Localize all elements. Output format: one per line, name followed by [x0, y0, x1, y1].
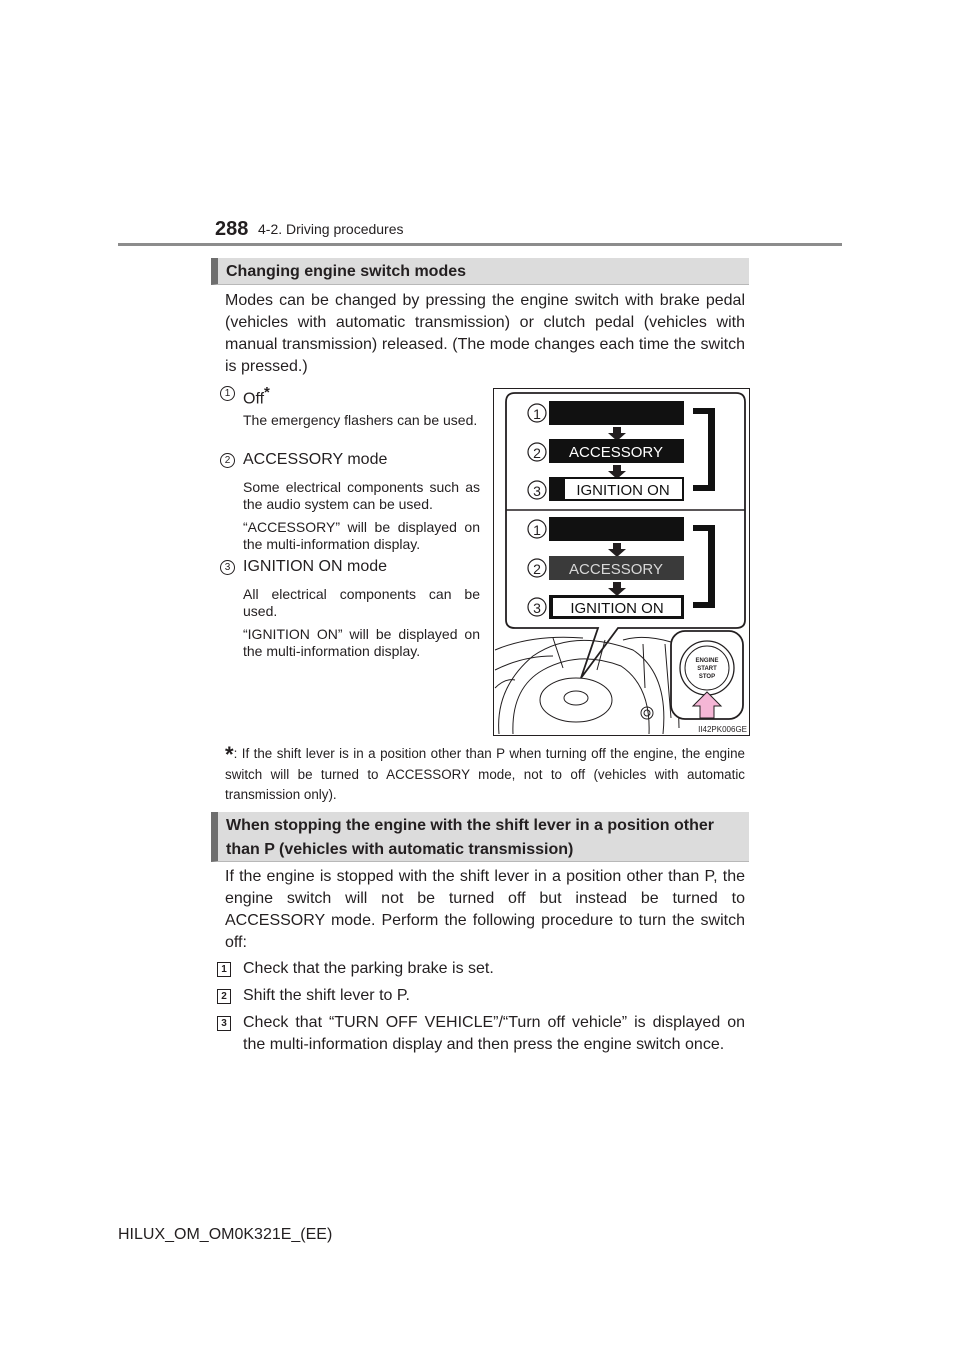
- diagram-label-3-bottom: 3: [533, 600, 541, 616]
- item-title-accessory: ACCESSORY mode: [243, 451, 388, 468]
- item-desc-ignition-1: All electrical components can be used.: [243, 586, 480, 619]
- engine-switch-mode-illustration: [493, 388, 750, 736]
- diagram-label-1-bottom: 1: [533, 522, 541, 538]
- display-off-bottom: [549, 517, 684, 541]
- footnote: [225, 744, 745, 805]
- page-number: 288: [215, 218, 249, 240]
- button-label-engine: ENGINE: [695, 658, 719, 664]
- illustration-code: II42PK006GE: [698, 725, 747, 734]
- footnote-text: : If the shift lever is in a position other than P when turning off the engine, the engine switch will be turned to ACCESSORY mode, not to off (vehicles with automatic transmission only).: [225, 746, 745, 802]
- section-heading-stopping-engine: When stopping the engine with the shift lever in a position other than P (vehicles with automatic transmission): [211, 812, 749, 862]
- step-text-2: Shift the shift lever to P.: [243, 987, 410, 1004]
- display-off-top: [549, 401, 684, 425]
- item-desc-accessory-1: Some electrical components such as the audio system can be used.: [243, 479, 480, 512]
- diagram-label-3-top: 3: [533, 483, 541, 499]
- section-title: 4-2. Driving procedures: [258, 221, 404, 237]
- step-number-1: 1: [217, 962, 231, 977]
- step-number-2: 2: [217, 989, 231, 1004]
- procedure-intro: If the engine is stopped with the shift lever in a position other than P, the engine switch will not be turned off but instead be turned to ACCESSORY mode. Perform the following procedure to turn the switch off:: [225, 868, 745, 951]
- diagram-label-1-top: 1: [533, 406, 541, 422]
- header-divider: [118, 243, 842, 246]
- step-text-3: Check that “TURN OFF VEHICLE”/“Turn off vehicle” is displayed on the multi-information display and then press the engine switch once.: [243, 1014, 745, 1053]
- item-title-off-text: Off: [243, 390, 265, 408]
- step-number-3: 3: [217, 1016, 231, 1031]
- button-label-stop: STOP: [698, 674, 716, 680]
- item-desc-accessory-2: “ACCESSORY” will be displayed on the multi-information display.: [243, 519, 480, 552]
- footnote-marker: *: [264, 384, 270, 401]
- display-ignition-on-top-text: IGNITION ON: [576, 482, 670, 499]
- item-title-off: [243, 384, 270, 408]
- item-desc-off: The emergency flashers can be used.: [243, 412, 478, 428]
- item-desc-ignition-2: “IGNITION ON” will be displayed on the multi-information display.: [243, 626, 480, 659]
- item-number-3: 3: [220, 560, 235, 575]
- display-accessory-bottom-text: ACCESSORY: [569, 561, 663, 578]
- step-text-1: Check that the parking brake is set.: [243, 960, 494, 977]
- item-number-2: 2: [220, 453, 235, 468]
- diagram-label-2-top: 2: [533, 445, 541, 461]
- item-number-1: 1: [220, 386, 235, 401]
- section-heading-engine-switch-modes: Changing engine switch modes: [211, 258, 749, 285]
- footnote-star: *: [225, 742, 234, 767]
- diagram-label-2-bottom: 2: [533, 561, 541, 577]
- intro-paragraph: Modes can be changed by pressing the engine switch with brake pedal (vehicles with automatic transmission) or clutch pedal (vehicles with manual transmission) released. (The mode changes each time the switch is pressed.): [225, 292, 745, 375]
- footer-document-code: HILUX_OM_OM0K321E_(EE): [118, 1226, 333, 1243]
- display-accessory-top-text: ACCESSORY: [569, 444, 663, 461]
- display-ignition-on-bottom-text: IGNITION ON: [570, 600, 664, 617]
- item-title-ignition-on: IGNITION ON mode: [243, 558, 388, 575]
- button-label-start: START: [697, 666, 717, 672]
